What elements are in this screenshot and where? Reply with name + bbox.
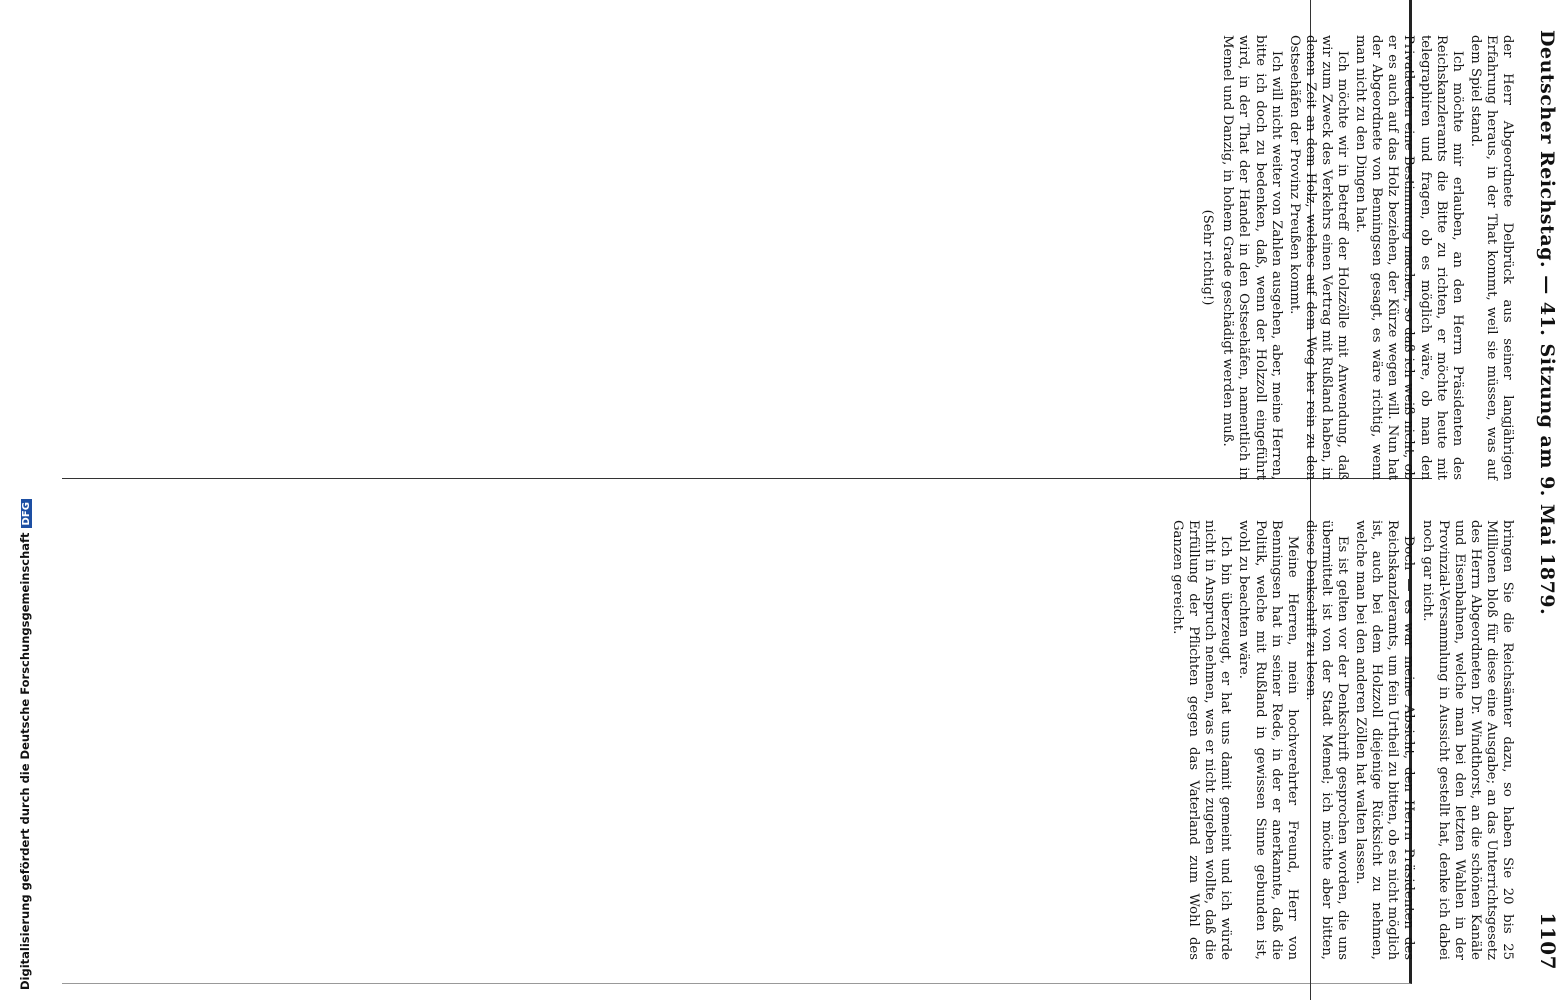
paragraph: der Herr Abgeordnete Delbrück aus seiner langjährigen Erfahrung heraus, in der That kommt, weil sie müssen, was auf dem Spiel stand. xyxy=(1467,35,1515,480)
text-column-upper xyxy=(1195,35,1515,480)
paragraph: Ich bin überzeugt, er hat uns damit gemeint und ich würde nicht in Anspruch nehmen, was er nicht zugeben wollte, daß die Erfüllung der Pflichten gegen das Vaterland zum Wohl des Ganzen gereicht. xyxy=(1170,520,1234,960)
text-column-lower xyxy=(1167,520,1515,960)
page-title: Deutscher Reichstag. — 41. Sitzung am 9. Mai 1879. xyxy=(1536,30,1558,616)
page-number: 1107 xyxy=(1536,912,1560,970)
dfg-logo: DFG xyxy=(21,499,32,528)
footer-credit-text: Digitalisierung gefördert durch die Deutsche Forschungsgemeinschaft xyxy=(18,532,32,990)
footer-strip xyxy=(0,0,32,1000)
paragraph: Meine Herren, mein hochverehrter Freund, Herr von Benningsen hat in seiner Rede, in der er anerkannte, daß die Politik, welche mit Rußland in gewissen Sinne gebunden ist, wohl zu beachten wäre. xyxy=(1236,520,1300,960)
page-header xyxy=(1536,30,1560,970)
paragraph: bringen Sie die Reichsämter dazu, so haben Sie 20 bis 25 Millionen bloß für diese eine Ausgabe; an das Unterrichtsgesetz des Herrn Abgeordneten Dr. Windthorst, an die schönen Kanäle und Eisenbahnen, welche man bei den letzten Wahlen in der Provinzial-Versammlung in Aussicht gestellt hat, denke ich dabei noch gar nicht. xyxy=(1419,520,1515,960)
interjection: (Sehr richtig!) xyxy=(1200,209,1216,306)
paragraph: Ich möchte wir in Betreff der Holzzölle mit Anwendung, daß wir zum Zweck des Verkehrs einen Vertrag mit Rußland haben, in denen Zeit an dem Holz, welches auf dem Weg her rein zu den Ostseehäfen der Provinz Preußen kommt. xyxy=(1286,35,1351,480)
paragraph: Es ist gelten vor der Denkschrift gesprochen worden, die uns übermittelt ist von der Stadt Memel; ich möchte aber bitten, diese Denkschrift zu lesen. xyxy=(1302,520,1351,960)
paragraph: Ich will nicht weiter von Zahlen ausgehen, aber, meine Herren, bitte ich doch zu bedenken, daß, wenn der Holzzoll eingeführt wird, in der That der Handel in den Ostseehäfen, namentlich in Memel und Danzig, in hohem Grade geschädigt werden muß. xyxy=(1220,35,1284,480)
paragraph: Ich möchte mir erlauben, an den Herrn Präsidenten des Reichskanzleramts die Bitte zu richten, er möchte heute mit telegraphiren und fragen, ob es möglich wäre, ob man den Privatleuten eine Bestimmung machen, so daß ich weiß nicht, ob er es auch auf das Holz beziehen, der Kürze wegen will. Nun hat der Abgeordnete von Benningsen gesagt, es wäre richtig, wenn man nicht zu den Dingen hat. xyxy=(1353,35,1465,480)
paragraph: Doch — es war meine Absicht, den Herrn Präsidenten des Reichskanzleramts, um fein Urtheil zu bitten, ob es nicht möglich ist, auch bei dem Holzzoll diejenige Rücksicht zu nehmen, welche man bei den anderen Zöllen hat walten lassen. xyxy=(1353,520,1417,960)
footer-credit xyxy=(18,499,32,990)
